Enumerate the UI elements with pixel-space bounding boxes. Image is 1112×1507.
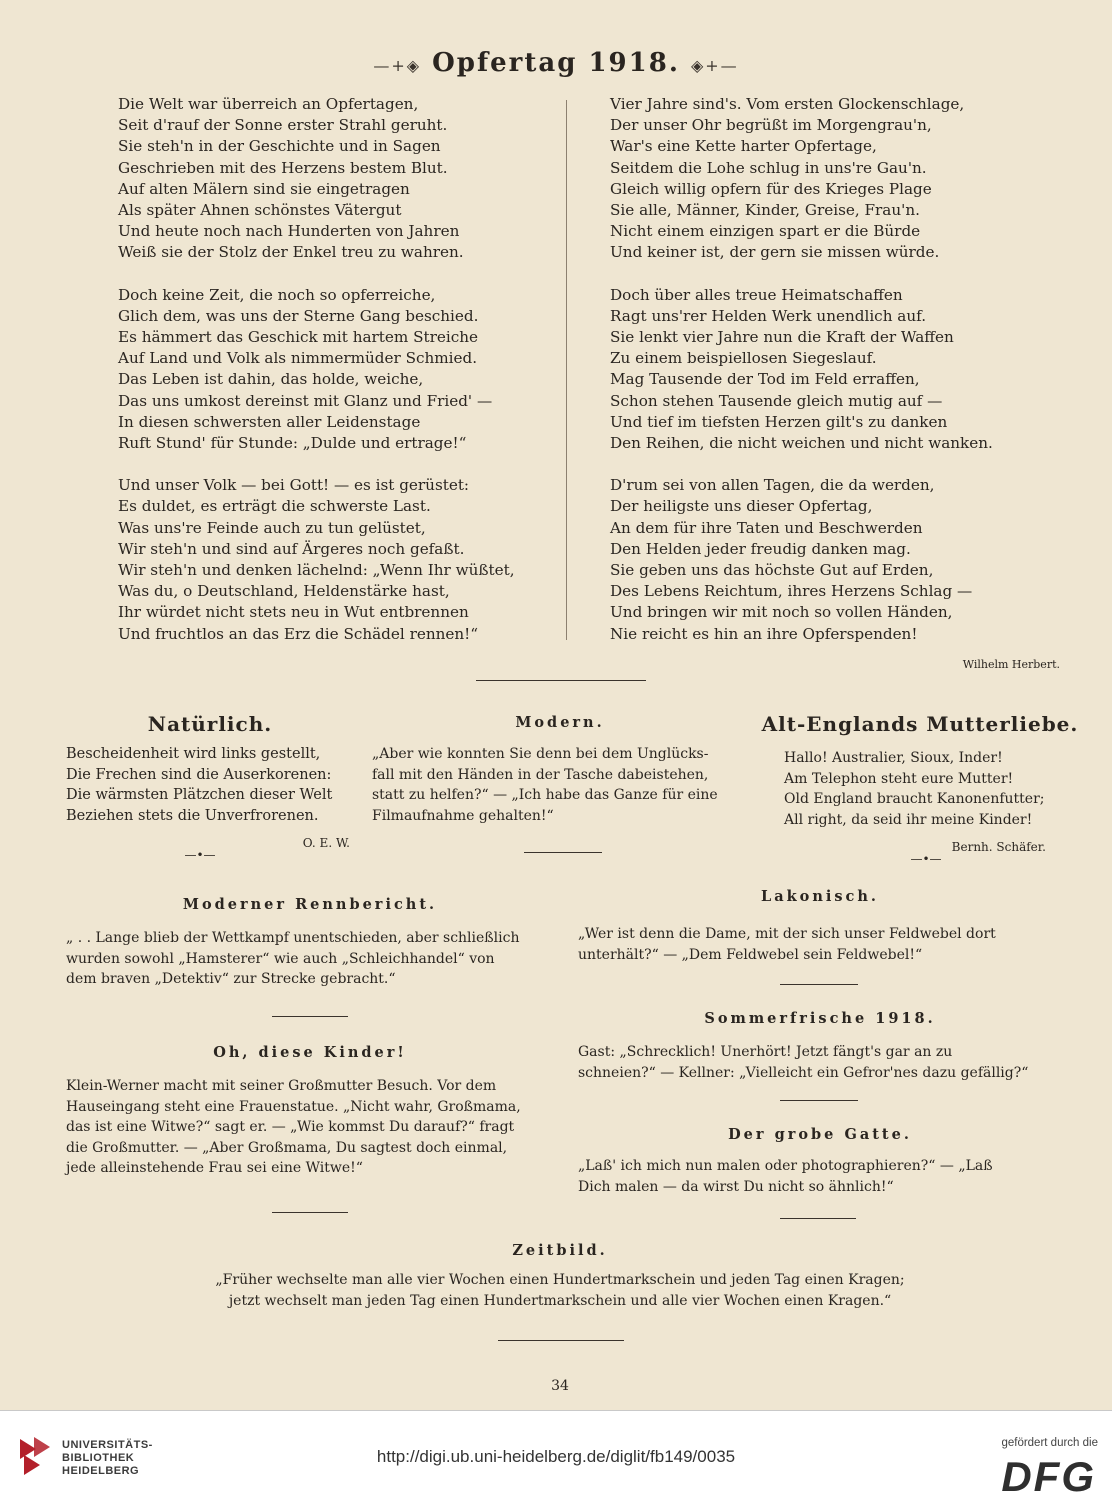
university-name-line: UNIVERSITÄTS- [62, 1439, 153, 1451]
heading-lakonisch: Lakonisch. [761, 888, 879, 905]
title-ornament-left: —+◈ [373, 56, 422, 75]
text-line: Filmaufnahme gehalten!“ [372, 807, 554, 824]
poem-line: Sie geben uns das höchste Gut auf Erden, [610, 561, 934, 580]
divider [498, 1340, 624, 1341]
title-text: Opfertag 1918. [432, 48, 680, 78]
poem-line: Wir steh'n und denken lächelnd: „Wenn Ihr wüßtet, [118, 561, 515, 580]
text-line: „ . . Lange blieb der Wettkampf unentschieden, aber schließlich [66, 930, 520, 946]
text-line: „Früher wechselte man alle vier Wochen einen Hundertmarkschein und jeden Tag einen Kragen; [215, 1272, 905, 1288]
poem-line: Schon stehen Tausende gleich mutig auf — [610, 391, 943, 410]
kinder-text [66, 1076, 566, 1179]
poem-line: Den Reihen, die nicht weichen und nicht wanken. [610, 434, 993, 453]
poem-line: Was du, o Deutschland, Heldenstärke hast, [118, 582, 450, 601]
divider-ornament: —•— [184, 848, 216, 862]
divider [476, 680, 646, 681]
divider [780, 1100, 858, 1101]
poem-line: Mag Tausende der Tod im Feld erraffen, [610, 370, 920, 389]
divider-ornament: —•— [910, 852, 942, 866]
poem-line: In diesen schwersten aller Leidenstage [118, 412, 421, 431]
zeitbild-text [130, 1270, 990, 1311]
poem-line: Zu einem beispiellosen Siegeslauf. [610, 349, 877, 368]
poem-line: Sie steh'n in der Geschichte und in Sagen [118, 137, 441, 156]
poem-line: Den Helden jeder freudig danken mag. [610, 539, 911, 558]
altengland-signature: Bernh. Schäfer. [951, 840, 1046, 854]
text-line: Old England braucht Kanonenfutter; [784, 791, 1045, 808]
poem-line: War's eine Kette harter Opfertage, [610, 137, 877, 156]
text-line: dem braven „Detektiv“ zur Strecke gebracht.“ [66, 971, 396, 988]
poem-line: Gleich willig opfern für des Krieges Plage [610, 179, 932, 198]
text-line: die Großmutter. — „Aber Großmama, Du sagtest doch einmal, [66, 1139, 508, 1156]
poem-stanza [118, 475, 558, 645]
divider [524, 852, 602, 853]
heading-kinder: Oh, diese Kinder! [213, 1044, 407, 1061]
column-divider [566, 100, 567, 640]
poem-line: Und keiner ist, der gern sie missen würde. [610, 243, 940, 262]
text-line: Die wärmsten Plätzchen dieser Welt [66, 787, 333, 804]
poem-right-column [610, 94, 1050, 666]
poem-line: Auf alten Mälern sind sie eingetragen [118, 179, 410, 198]
poem-line: Geschrieben mit des Herzens bestem Blut. [118, 158, 448, 177]
university-name-line: HEIDELBERG [62, 1465, 140, 1477]
text-line: das ist eine Witwe?“ sagt er. — „Wie kommst Du darauf?“ fragt [66, 1119, 515, 1136]
poem-stanza [610, 475, 1050, 645]
poem-line: Seit d'rauf der Sonne erster Strahl geruht. [118, 116, 448, 135]
dfg-logo[interactable]: DFG [1001, 1453, 1096, 1500]
poem-stanza [118, 285, 558, 455]
text-line: Hauseingang steht eine Frauenstatue. „Nicht wahr, Großmama, [66, 1098, 521, 1115]
text-line: „Wer ist denn die Dame, mit der sich unser Feldwebel dort [578, 926, 996, 942]
text-line: jede alleinstehende Frau sei eine Witwe!“ [66, 1160, 363, 1177]
poem-line: Und tief im tiefsten Herzen gilt's zu danken [610, 412, 948, 431]
poem-line: Doch über alles treue Heimatschaffen [610, 285, 903, 304]
text-line: Dich malen — da wirst Du nicht so ähnlich!“ [578, 1178, 894, 1195]
title-ornament-right: ◈+— [690, 56, 739, 75]
divider [780, 1218, 856, 1219]
text-line: „Aber wie konnten Sie denn bei dem Unglücks- [372, 746, 709, 762]
poem-line: Ruft Stund' für Stunde: „Dulde und ertrage!“ [118, 434, 467, 453]
poem-line: Weiß sie der Stolz der Enkel treu zu wahren. [118, 243, 464, 262]
poem-line: Wir steh'n und sind auf Ärgeres noch gefaßt. [118, 539, 465, 558]
modern-text [372, 744, 764, 826]
university-name-line: BIBLIOTHEK [62, 1452, 135, 1464]
heading-natuerlich: Natürlich. [147, 712, 273, 736]
poem-line: Vier Jahre sind's. Vom ersten Glockenschlage, [610, 95, 965, 113]
poem-line: Der unser Ohr begrüßt im Morgengrau'n, [610, 116, 932, 135]
poem-stanza [118, 94, 558, 264]
poem-line: Sie lenkt vier Jahre nun die Kraft der Waffen [610, 328, 954, 347]
heading-modern: Modern. [515, 714, 605, 731]
page-number: 34 [551, 1378, 569, 1394]
text-line: All right, da seid ihr meine Kinder! [784, 811, 1033, 828]
permalink-url[interactable]: http://digi.ub.uni-heidelberg.de/diglit/fb149/0035 [376, 1447, 736, 1466]
lakonisch-text [578, 924, 1068, 965]
gatte-text [578, 1156, 1068, 1197]
text-line: Klein-Werner macht mit seiner Großmutter Besuch. Vor dem [66, 1078, 497, 1094]
poem-line: Seitdem die Lohe schlug in uns're Gau'n. [610, 158, 927, 177]
sommerfrische-text [578, 1042, 1068, 1083]
heading-altengland: Alt-Englands Mutterliebe. [761, 712, 1079, 736]
text-line: statt zu helfen?“ — „Ich habe das Ganze für eine [372, 787, 718, 804]
poem-line: Auf Land und Volk als nimmermüder Schmied. [118, 349, 478, 368]
poem-line: Nicht einem einzigen spart er die Bürde [610, 222, 921, 241]
text-line: jetzt wechselt man jeden Tag einen Hundertmarkschein und alle vier Wochen einen Kragen.“ [228, 1292, 892, 1309]
page-title [0, 48, 1112, 78]
divider [272, 1016, 348, 1017]
poem-line: Des Lebens Reichtum, ihres Herzens Schlag — [610, 582, 973, 601]
divider [272, 1212, 348, 1213]
poem-line: Und unser Volk — bei Gott! — es ist gerüstet: [118, 476, 470, 495]
poem-stanza [610, 285, 1050, 455]
poem-line: Ihr würdet nicht stets neu in Wut entbrennen [118, 603, 469, 622]
heading-rennbericht: Moderner Rennbericht. [182, 896, 438, 913]
natuerlich-text [66, 744, 366, 826]
poem-line: Sie alle, Männer, Kinder, Greise, Frau'n. [610, 201, 920, 220]
poem-left-column [118, 94, 558, 666]
text-line: Am Telephon steht eure Mutter! [784, 770, 1014, 787]
text-line: unterhält?“ — „Dem Feldwebel sein Feldwebel!“ [578, 946, 923, 963]
poem-line: Und heute noch nach Hunderten von Jahren [118, 222, 460, 241]
poem-line: Glich dem, was uns der Sterne Gang beschied. [118, 306, 479, 325]
poem-line: Doch keine Zeit, die noch so opferreiche, [118, 285, 436, 304]
funding-note: gefördert durch die [1001, 1437, 1098, 1449]
altengland-text [784, 748, 1074, 830]
text-line: Gast: „Schrecklich! Unerhört! Jetzt fängt's gar an zu [578, 1044, 953, 1060]
poem-line: Ragt uns'rer Helden Werk unendlich auf. [610, 306, 927, 325]
heading-gatte: Der grobe Gatte. [728, 1126, 912, 1143]
heading-sommerfrische: Sommerfrische 1918. [704, 1010, 936, 1027]
poem-line: Und bringen wir mit noch so vollen Händen, [610, 603, 953, 622]
text-line: Beziehen stets die Unverfrorenen. [66, 807, 319, 824]
natuerlich-signature: O. E. W. [302, 836, 350, 850]
poem-line: Es duldet, es erträgt die schwerste Last. [118, 497, 431, 516]
text-line: Die Frechen sind die Auserkorenen: [66, 766, 332, 783]
text-line: schneien?“ — Kellner: „Vielleicht ein Gefror'nes dazu gefällig?“ [578, 1064, 1029, 1081]
poem-line: Das uns umkost dereinst mit Glanz und Fried' — [118, 391, 493, 410]
poem-line: Was uns're Feinde auch zu tun gelüstet, [118, 518, 426, 537]
poem-line: Die Welt war überreich an Opfertagen, [118, 95, 419, 113]
text-line: Bescheidenheit wird links gestellt, [66, 746, 321, 762]
text-line: wurden sowohl „Hamsterer“ wie auch „Schleichhandel“ von [66, 950, 495, 967]
poem-line: D'rum sei von allen Tagen, die da werden, [610, 476, 935, 495]
poem-signature: Wilhelm Herbert. [962, 658, 1060, 671]
poem-line: Nie reicht es hin an ihre Opferspenden! [610, 624, 918, 643]
poem-stanza [610, 94, 1050, 264]
poem-line: An dem für ihre Taten und Beschwerden [610, 518, 923, 537]
text-line: Hallo! Australier, Sioux, Inder! [784, 750, 1003, 766]
divider [780, 984, 858, 985]
poem-line: Der heiligste uns dieser Opfertag, [610, 497, 873, 516]
text-line: fall mit den Händen in der Tasche dabeistehen, [372, 766, 709, 783]
poem-line: Das Leben ist dahin, das holde, weiche, [118, 370, 424, 389]
poem-line: Als später Ahnen schönstes Vätergut [118, 201, 402, 220]
poem-line: Es hämmert das Geschick mit hartem Streiche [118, 328, 479, 347]
footer-bar [0, 1410, 1112, 1507]
poem-line: Und fruchtlos an das Erz die Schädel rennen!“ [118, 624, 479, 643]
text-line: „Laß' ich mich nun malen oder photographieren?“ — „Laß [578, 1158, 993, 1174]
heading-zeitbild: Zeitbild. [512, 1242, 608, 1259]
rennbericht-text [66, 928, 566, 990]
